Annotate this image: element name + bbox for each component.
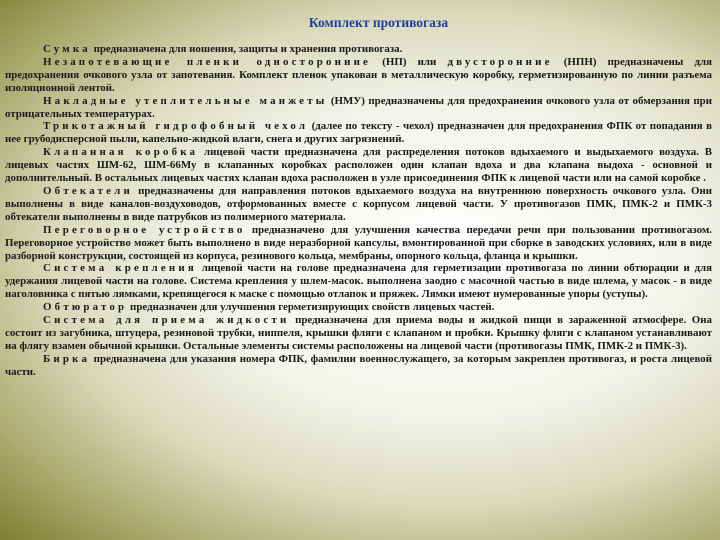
term: Накладные утеплительные манжеты: [43, 94, 328, 107]
paragraph-text: предназначена для ношения, защиты и хранения противогаза.: [90, 43, 403, 55]
paragraph-text: предназначена для указания номера ФПК, фамилии военнослужащего, за которым закреплен противогаз, и роста лицевой части.: [5, 352, 712, 378]
paragraph-text: лицевой части предназначена для распределения потоков вдыхаемого и выдыхаемого воздуха. В лицевых частях ШМ-62, ШМ-66Му в клапанных коробках расположен один клапан вдоха и два клапана выдоха - основной и дополнительный. В остальных лицевых частях клапан вдоха расположен в узле присоединения ФПК к лицевой части или на самой коробке .: [5, 146, 712, 185]
term: Трикотажный гидрофобный чехол: [43, 120, 309, 133]
paragraph-text: предназначена для приема воды и жидкой пищи в зараженной атмосфере. Она состоит из загубника, штуцера, резиновой трубки, ниппеля, крышки фляги с клапаном и пробки. Крышку фляги с клапаном устанавливают на флягу взамен обычной крышки. Остальные элементы системы расположены на лицевой части (противогазы ПМК, ПМК-2 и ПМК-3).: [5, 314, 712, 352]
paragraph-films: [5, 56, 712, 95]
term: Система для приема жидкости: [43, 314, 290, 327]
paragraph-text: предназначен для улучшения герметизирующих свойств лицевых частей.: [127, 301, 495, 314]
paragraph-text-secondary: (НПН) предназначены для предохранения очкового узла от запотевания. Комплект пленок упакован в металлическую коробку, герметизированную по линии разъема изоляционной лентой.: [5, 55, 712, 94]
paragraph-drinking-system: [5, 314, 712, 353]
paragraph-fairings: [5, 185, 712, 224]
term: Клапанная коробка: [43, 146, 199, 159]
paragraph-text: предназначено для улучшения качества передачи речи при пользовании противогазом. Переговорное устройство может быть выполнено в виде неразборной капсулы, вмонтированной при сборке в заводских условиях, или в виде разборной конструкции, состоящей из корпуса, резинового кольца, мембраны, опорного кольца, фланца и крышки.: [5, 223, 712, 262]
page-title: Комплект противогаза: [308, 15, 449, 30]
term: Сумка: [43, 43, 91, 55]
paragraph-text: (НП) или: [371, 55, 448, 68]
term-secondary: двусторонние: [447, 55, 553, 68]
paragraph-mounting: [5, 262, 712, 301]
term: Бирка: [43, 352, 91, 365]
term: Система крепления: [43, 262, 197, 275]
term: Переговорное устройство: [43, 223, 246, 236]
paragraph-cover: [5, 120, 712, 146]
term: Обтекатели: [43, 184, 133, 197]
term: Незапотевающие пленки односторонние: [43, 55, 372, 68]
term: Обтюратор: [43, 301, 128, 314]
paragraph-obturator: [5, 301, 712, 314]
paragraph-text: (далее по тексту - чехол) предназначен для предохранения ФПК от попадания в нее грубодисперсной пыли, капельно-жидкой влаги, снега и других загрязнений.: [5, 120, 712, 146]
paragraph-bag: [5, 43, 712, 56]
paragraph-text: (НМУ) предназначены для предохранения очкового узла от обмерзания при отрицательных температурах.: [5, 94, 712, 120]
paragraph-text: лицевой части на голове предназначена для герметизации противогаза по линии обтюрации и для удержания лицевой части на голове. Система крепления у шлем-масок. выполнена заодно с масочной частью в виде шлема, у масок - в виде наголовника с пятью лямками, крепящегося к маске с помощью отлапок и пряжек. Лямки имеют нумерованные упоры (уступы).: [5, 262, 712, 301]
paragraph-tag: [5, 353, 712, 379]
paragraph-valve-box: [5, 146, 712, 185]
paragraph-text: предназначены для направления потоков вдыхаемого воздуха на внутреннюю поверхность очкового узла. Они выполнены в виде каналов-воздуховодов, отформованных вместе с корпусом лицевой части. У противогазов ПМК, ПМК-2 и ПМК-3 обтекатели выполнены в виде патрубков из полимерного материала.: [5, 184, 712, 223]
paragraph-cuffs: [5, 95, 712, 121]
paragraph-speech-device: [5, 224, 712, 263]
